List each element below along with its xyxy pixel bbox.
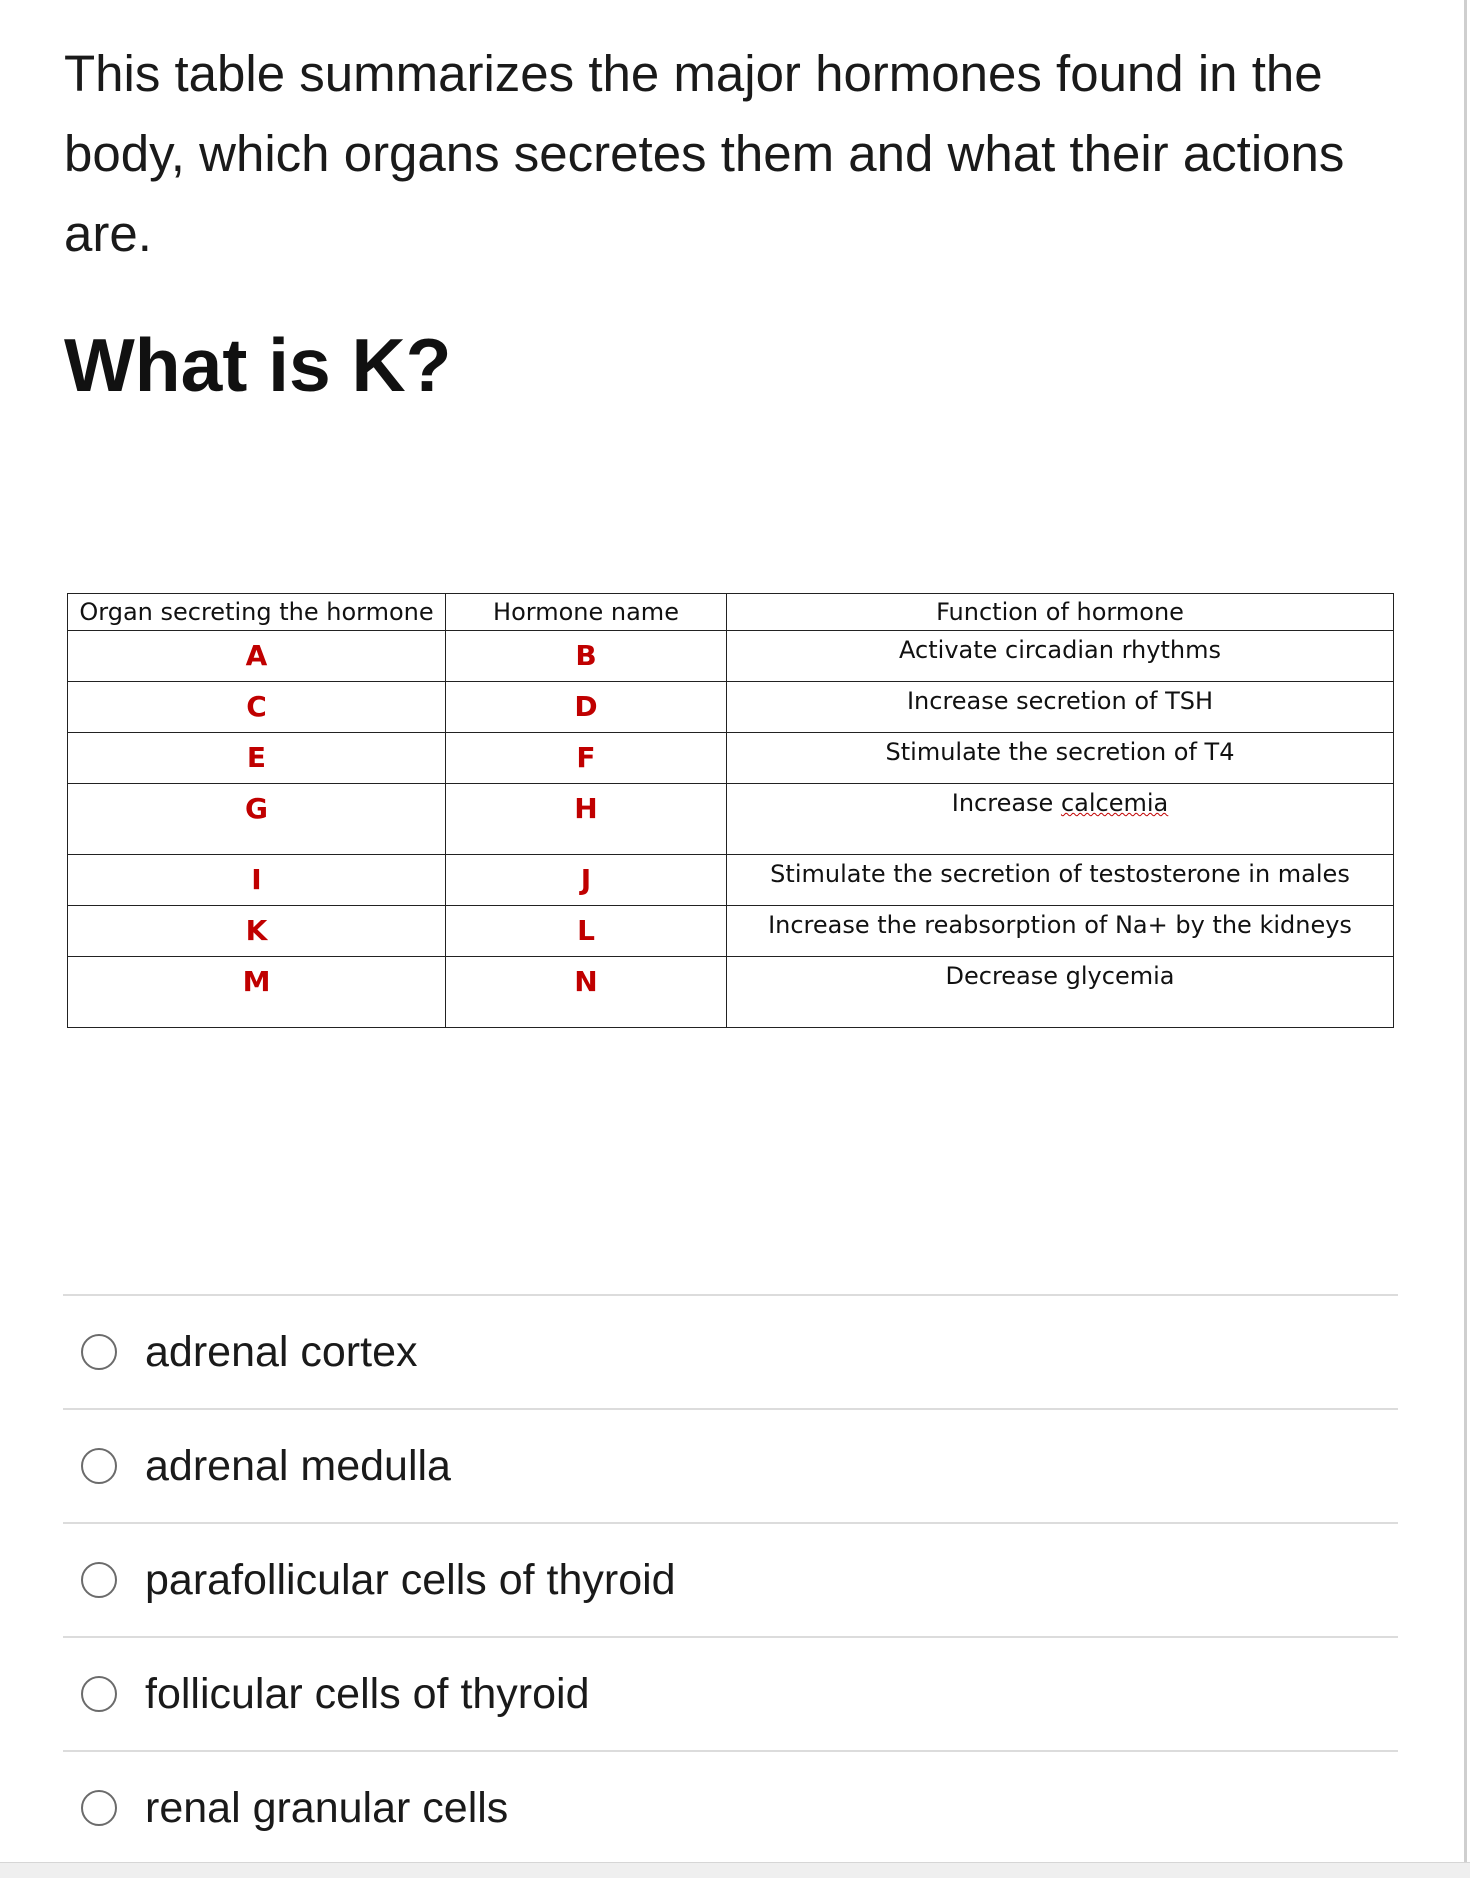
hormone-table bbox=[67, 593, 1394, 1028]
spellcheck-word: calcemia bbox=[1060, 789, 1169, 817]
radio-button[interactable] bbox=[81, 1334, 117, 1370]
organ-cell: A bbox=[68, 631, 446, 682]
option-label[interactable]: follicular cells of thyroid bbox=[145, 1669, 590, 1718]
answer-option-follicular-cells[interactable] bbox=[63, 1636, 1398, 1750]
answer-option-parafollicular-cells[interactable] bbox=[63, 1522, 1398, 1636]
hormone-cell: D bbox=[446, 682, 727, 733]
organ-cell: C bbox=[68, 682, 446, 733]
table-row bbox=[68, 906, 1394, 957]
option-label[interactable]: adrenal medulla bbox=[145, 1441, 451, 1490]
table-row bbox=[68, 784, 1394, 855]
organ-cell: M bbox=[68, 957, 446, 1028]
hormone-cell: H bbox=[446, 784, 727, 855]
radio-button[interactable] bbox=[81, 1448, 117, 1484]
organ-cell: K bbox=[68, 906, 446, 957]
function-text: Increase bbox=[951, 789, 1061, 817]
question-intro: This table summarizes the major hormones found in the body, which organs secretes them and what their actions are. bbox=[64, 45, 1345, 262]
option-label[interactable]: renal granular cells bbox=[145, 1783, 509, 1832]
function-cell bbox=[727, 784, 1394, 855]
radio-button[interactable] bbox=[81, 1790, 117, 1826]
table-header-row bbox=[68, 594, 1394, 631]
function-cell: Activate circadian rhythms bbox=[727, 631, 1394, 682]
answer-option-adrenal-medulla[interactable] bbox=[63, 1408, 1398, 1522]
header-function: Function of hormone bbox=[727, 594, 1394, 631]
answer-option-adrenal-cortex[interactable] bbox=[63, 1294, 1398, 1408]
question-prompt: What is K? bbox=[64, 323, 452, 407]
function-cell: Increase secretion of TSH bbox=[727, 682, 1394, 733]
option-label[interactable]: adrenal cortex bbox=[145, 1327, 418, 1376]
table-row bbox=[68, 682, 1394, 733]
function-cell: Stimulate the secretion of T4 bbox=[727, 733, 1394, 784]
organ-cell: G bbox=[68, 784, 446, 855]
table-row bbox=[68, 733, 1394, 784]
hormone-cell: L bbox=[446, 906, 727, 957]
page-bottom-scrollbar[interactable] bbox=[0, 1862, 1470, 1878]
answer-options bbox=[63, 1294, 1398, 1864]
table-row bbox=[68, 631, 1394, 682]
option-label[interactable]: parafollicular cells of thyroid bbox=[145, 1555, 676, 1604]
page-right-border bbox=[1464, 0, 1467, 1865]
hormone-cell: F bbox=[446, 733, 727, 784]
radio-button[interactable] bbox=[81, 1562, 117, 1598]
organ-cell: E bbox=[68, 733, 446, 784]
hormone-cell: B bbox=[446, 631, 727, 682]
hormone-cell: J bbox=[446, 855, 727, 906]
header-hormone: Hormone name bbox=[446, 594, 727, 631]
function-cell: Decrease glycemia bbox=[727, 957, 1394, 1028]
radio-button[interactable] bbox=[81, 1676, 117, 1712]
organ-cell: I bbox=[68, 855, 446, 906]
answer-option-renal-granular-cells[interactable] bbox=[63, 1750, 1398, 1864]
table-row bbox=[68, 957, 1394, 1028]
table-row bbox=[68, 855, 1394, 906]
hormone-cell: N bbox=[446, 957, 727, 1028]
header-organ: Organ secreting the hormone bbox=[68, 594, 446, 631]
function-cell: Increase the reabsorption of Na+ by the kidneys bbox=[727, 906, 1394, 957]
function-cell: Stimulate the secretion of testosterone in males bbox=[727, 855, 1394, 906]
